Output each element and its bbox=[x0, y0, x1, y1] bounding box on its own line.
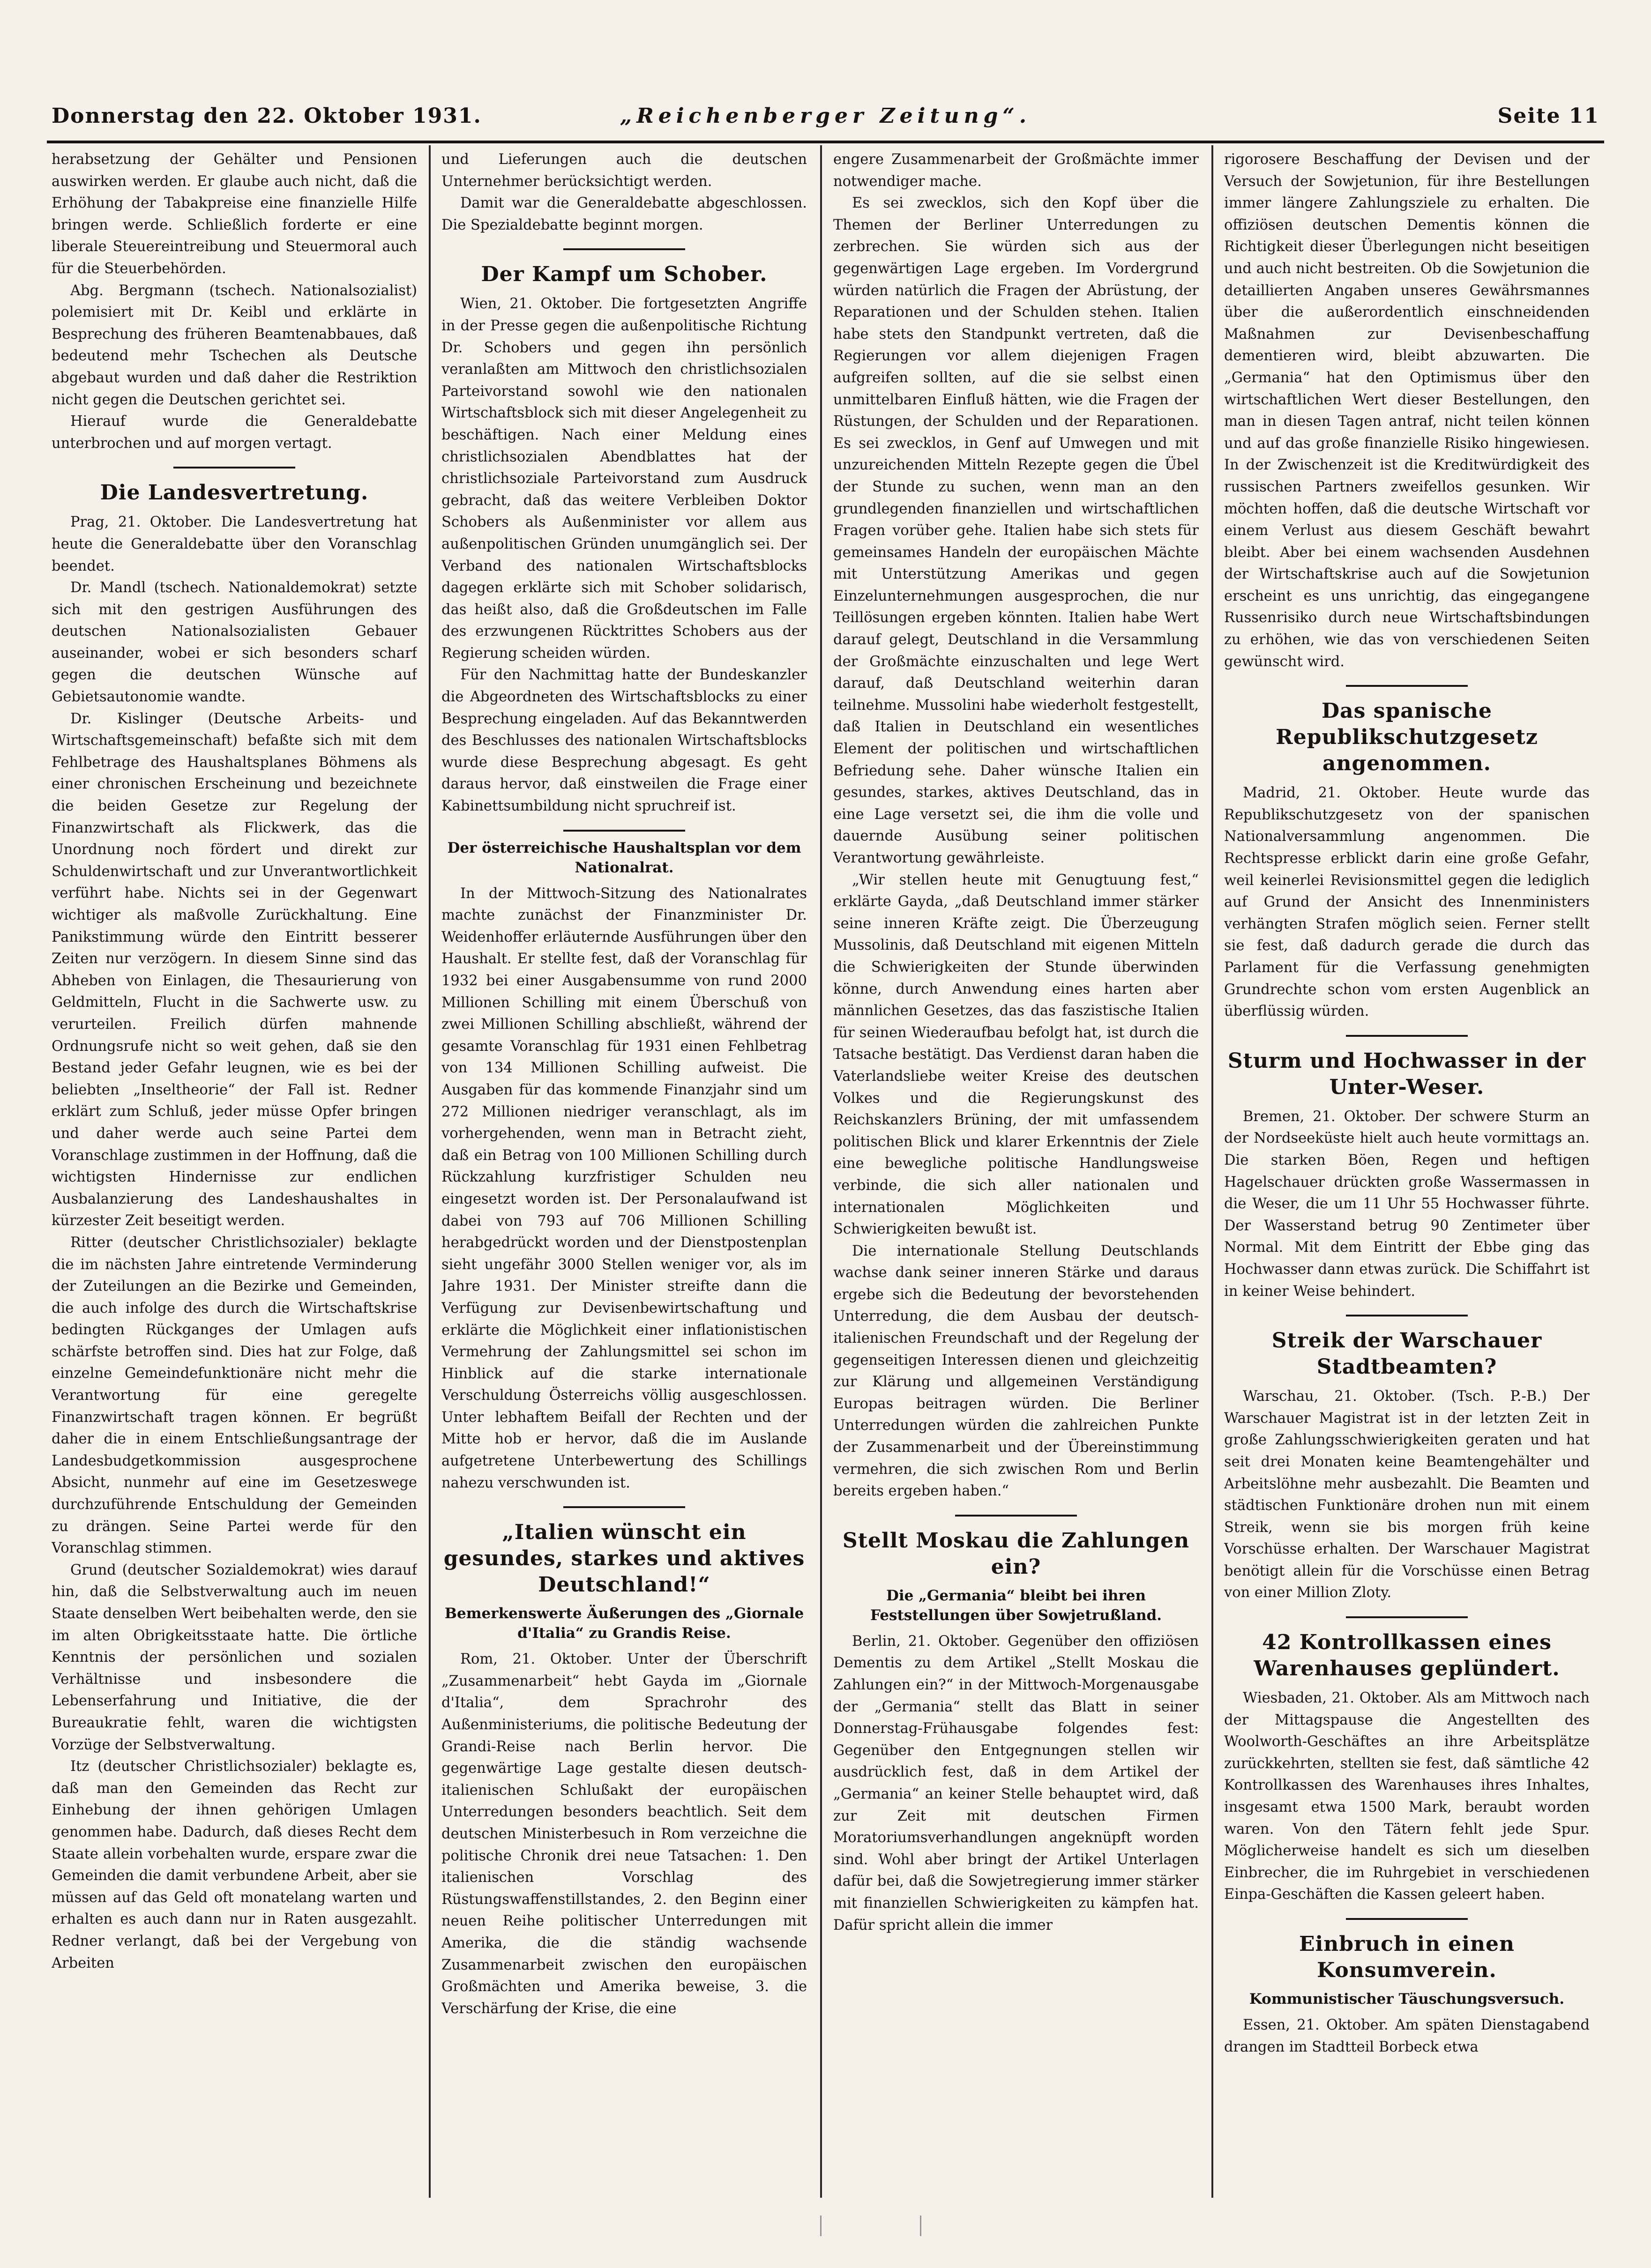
paragraph: Wiesbaden, 21. Oktober. Als am Mittwoch nach der Mittagspause die Angestellten des Woolworth-Geschäftes an ihre Arbeitsplätze zurückkehrten, stellten sie fest, daß sämtliche 42 Kontrollkassen des Warenhauses ihres Inhaltes, insgesamt etwa 1500 Mark, beraubt worden waren. Von den Tätern fehlt jede Spur. Möglicherweise handelt es sich um dieselben Einbrecher, die im Ruhrgebiet in verschiedenen Einpa-Geschäften die Kassen geleert haben. bbox=[1224, 1690, 1590, 1903]
article-divider bbox=[563, 830, 685, 832]
paragraph: Itz (deutscher Christlichsozialer) beklagte es, daß man den Gemeinden das Recht zur Einhebung der ihnen gehörigen Umlagen genommen habe. Dadurch, daß dieses Recht dem Staate allein vorbehalten wurde, erspare zwar die Gemeinden die damit verbundene Arbeit, aber sie müssen auf das Geld oft monatelang warten und erhalten es auch dann nur in Raten ausgezahlt. Redner verlangt, daß bei der Vergebung von Arbeiten bbox=[52, 1758, 417, 1971]
paragraph: Für den Nachmittag hatte der Bundeskanzler die Abgeordneten des Wirtschaftsblocks zu einer Besprechung eingeladen. Auf das Bekanntwerden des Beschlusses des nationalen Wirtschaftsblocks wurde diese Besprechung abgesagt. Es geht daraus hervor, daß einstweilen die Frage einer Kabinettsumbildung nicht spruchreif ist. bbox=[441, 667, 807, 815]
running-head bbox=[52, 104, 1599, 137]
paragraph: Berlin, 21. Oktober. Gegenüber den offiziösen Dementis zu dem Artikel „Stellt Moskau die Zahlungen ein?“ in der Mittwoch-Morgenausgabe der „Germania“ stellt das Blatt in seiner Donnerstag-Frühausgabe folgendes fest: Gegenüber den Entgegnungen stellen wir ausdrücklich fest, daß in dem Artikel der „Germania“ an keiner Stelle behauptet wird, daß zur Zeit mit deutschen Firmen Moratoriumsverhandlungen angeknüpft worden sind. Wohl aber bringt der Artikel Unterlagen dafür bei, daß die Sowjetregierung immer stärker mit finanziellen Schwierigkeiten zu kämpfen hat. Dafür spricht allein die immer bbox=[833, 1633, 1199, 1933]
headline-sturm-hochwasser: Sturm und Hochwasser in der Unter-Weser. bbox=[1227, 1048, 1586, 1099]
headline-landesvertretung: Die Landesvertretung. bbox=[100, 481, 369, 505]
column-rule bbox=[820, 145, 822, 2198]
paragraph: Hierauf wurde die Generaldebatte unterbrochen und auf morgen vertagt. bbox=[52, 413, 417, 452]
subheadline-germania: Die „Germania“ bleibt bei ihren Feststellungen über Sowjetrußland. bbox=[870, 1587, 1162, 1624]
paragraph: Damit war die Generaldebatte abgeschlossen. Die Spezialdebatte beginnt morgen. bbox=[441, 195, 807, 233]
headline-republikschutzgesetz: Das spanische Republikschutzgesetz angenommen. bbox=[1276, 699, 1538, 776]
subheadline-giornale: Bemerkenswerte Äußerungen des „Giornale d'Italia“ zu Grandis Reise. bbox=[444, 1605, 804, 1642]
page-bottom-margin bbox=[47, 2212, 1604, 2240]
paragraph: Dr. Kislinger (Deutsche Arbeits- und Wirtschaftsgemeinschaft) befaßte sich mit dem Fehlbetrage des Haushaltsplanes Böhmens als einer chronischen Erscheinung und bezeichnete die beiden Gesetze zur Regelung der Finanzwirtschaft als Flickwerk, das die Unordnung noch fördert und direkt zur Schuldenwirtschaft und zur Unverantwortlichkeit verführt habe. Nichts sei in der Gegenwart wichtiger als maßvolle Zurückhaltung. Eine Panikstimmung würde den Eintritt besserer Zeiten nur verzögern. In diesem Sinne sind das Abheben von Einlagen, die Thesaurierung von Geldmitteln, Flucht in die Sachwerte usw. zu verurteilen. Freilich dürfen mahnende Ordnungsrufe nicht so weit gehen, daß sie den Bestand jeder Gefahr leugnen, wie es bei der beliebten „Inseltheorie“ der Fall ist. Redner erklärt zum Schluß, jeder müsse Opfer bringen und daher werde auch seine Partei dem Voranschlage zustimmen in der Hoffnung, daß die wichtigsten Hindernisse zur endlichen Ausbalanzierung des Landeshaushaltes in kürzester Zeit beseitigt werden. bbox=[52, 710, 417, 1229]
paragraph: rigorosere Beschaffung der Devisen und der Versuch der Sowjetunion, für ihre Bestellungen immer längere Zahlungsziele zu erhalten. Die offiziösen deutschen Dementis können die Richtigkeit dieser Überlegungen nicht beseitigen und auch nicht bestreiten. Ob die Sowjetunion die detaillierten Angaben unseres Gewährsmannes über die außerordentlich einschneidenden Maßnahmen zur Devisenbeschaffung dementieren wird, bleibt abzuwarten. Die „Germania“ hat den Optimismus über den wirtschaftlichen Wert dieser Bestellungen, den man in diesen Tagen antraf, nicht teilen können und auf das große finanzielle Risiko hingewiesen. In der Zwischenzeit ist die Kreditwürdigkeit des russischen Partners zweifellos gesunken. Wir möchten hoffen, daß die deutsche Wirtschaft vor einem Verlust aus diesem Geschäft bewahrt bleibt. Aber bei einem wachsenden Ausdehnen der Wirtschaftskrise auch auf die Sowjetunion erscheint es uns unrichtig, das eingegangene Russenrisiko durch neue Wirtschaftsbindungen zu erhöhen, wie das von verschiedenen Seiten gewünscht wird. bbox=[1224, 151, 1590, 670]
article-divider bbox=[173, 467, 295, 468]
issue-date: Donnerstag den 22. Oktober 1931. bbox=[52, 104, 482, 128]
paragraph: und Lieferungen auch die deutschen Unternehmer berücksichtigt werden. bbox=[441, 151, 807, 190]
paragraph: „Wir stellen heute mit Genugtuung fest,“ erklärte Gayda, „daß Deutschland immer stärker seine inneren Kräfte zeigt. Die Überzeugung Mussolinis, daß Deutschland mit eigenen Mitteln die Schwierigkeiten der Stunde überwinden könne, durch Anwendung eines harten aber männlichen Gesetzes, das das faszistische Italien für seinen Wiederaufbau befolgt hat, ist durch die Tatsache bestätigt. Das Verdienst daran haben die Vaterlandsliebe weiter Kreise des deutschen Volkes und die Regierungskunst des Reichskanzlers Brüning, der mit umfassendem politischen Blick und klarer Erkenntnis der Ziele eine bewegliche politische Handlungsweise verbinde, die sich aller nationalen und internationalen Möglichkeiten und Schwierigkeiten bewußt ist. bbox=[833, 871, 1199, 1238]
page-number: Seite 11 bbox=[1497, 104, 1599, 128]
headline-kontrollkassen: 42 Kontrollkassen eines Warenhauses geplündert. bbox=[1254, 1630, 1560, 1681]
headline-italien: „Italien wünscht ein gesundes, starkes und aktives Deutschland!“ bbox=[443, 1520, 805, 1597]
subheadline-taeuschungsversuch: Kommunistischer Täuschungsversuch. bbox=[1249, 1991, 1565, 2008]
paragraph: Wien, 21. Oktober. Die fortgesetzten Angriffe in der Presse gegen die außenpolitische Richtung Dr. Schobers und gegen ihn persönlich veranlaßten am Mittwoch den christlichsozialen Parteivorstand sowohl wie den nationalen Wirtschaftsblock sich mit dieser Angelegenheit zu beschäftigen. Nach einer Meldung eines christlichsozialen Abendblattes hat der christlichsoziale Parteivorstand zum Ausdruck gebracht, daß das weitere Verbleiben Doktor Schobers als Außenminister vor allem aus außenpolitischen Gründen unumgänglich sei. Der Verband des nationalen Wirtschaftsblocks dagegen erklärte sich mit Schober solidarisch, das heißt also, daß die Großdeutschen im Falle des erzwungenen Rücktrittes Schobers aus der Regierung scheiden würden. bbox=[441, 296, 807, 662]
paragraph: In der Mittwoch-Sitzung des Nationalrates machte zunächst der Finanzminister Dr. Weidenhoffer erläuternde Ausführungen über den Haushalt. Er stellte fest, daß der Voranschlag für 1932 bei einer Ausgabensumme von rund 2000 Millionen Schilling mit einem Überschuß von zwei Millionen Schilling abschließt, während der gesamte Voranschlag für 1931 einen Fehlbetrag von 134 Millionen Schilling aufweist. Die Ausgaben für das kommende Finanzjahr sind um 272 Millionen niedriger veranschlagt, als im vorhergehenden, wenn man in Betracht zieht, daß ein Betrag von 100 Millionen Schilling durch Rückzahlung kurzfristiger Schulden neu eingesetzt worden ist. Der Personalaufwand ist dabei von 793 auf 706 Millionen Schilling herabgedrückt worden und der Dienstpostenplan sieht ungefähr 3000 Stellen weniger vor, als im Jahre 1931. Der Minister streifte dann die Verfügung zur Devisenbewirtschaftung und erklärte die Möglichkeit einer inflationistischen Vermehrung der Zahlungsmittel sei schon im Hinblick auf die starke internationale Verschuldung Österreichs völlig ausgeschlossen. Unter lebhaftem Beifall der Rechten und der Mitte hob er hervor, daß die im Auslande aufgetretene Unterbewertung des Schillings nahezu verschwunden ist. bbox=[441, 885, 807, 1491]
paragraph: Rom, 21. Oktober. Unter der Überschrift „Zusammenarbeit“ hebt Gayda im „Giornale d'Italia“, dem Sprachrohr des Außenministeriums, die politische Bedeutung der Grandi-Reise nach Berlin hervor. Die gegenwärtige Lage gestalte diesen deutsch-italienischen Schlußakt der europäischen Unterredungen besonders beachtlich. Seit dem deutschen Ministerbesuch in Rom verzeichne die politische Chronik drei neue Tatsachen: 1. Den italienischen Vorschlag des Rüstungswaffenstillstandes, 2. den Beginn einer neuen Reihe politischer Unterredungen mit Amerika, die die ständig wachsende Zusammenarbeit zwischen den europäischen Großmächten und Amerika beweise, 3. die Verschärfung der Krise, die eine bbox=[441, 1651, 807, 2017]
paragraph: Die internationale Stellung Deutschlands wachse dank seiner inneren Stärke und daraus ergebe sich die Bedeutung der bevorstehenden Unterredung, die dem Ausbau der deutsch-italienischen Freundschaft und der Regelung der gegenseitigen Interessen dienen und gleichzeitig zur Klärung und allgemeinen Verständigung Europas beitragen würden. Die Berliner Unterredungen würden die zahlreichen Punkte der Zusammenarbeit und der Übereinstimmung vermehren, die sich zwischen Rom und Berlin bereits ergeben haben.“ bbox=[833, 1242, 1199, 1500]
headline-moskau: Stellt Moskau die Zahlungen ein? bbox=[842, 1528, 1190, 1579]
article-divider bbox=[563, 1506, 685, 1508]
paragraph: engere Zusammenarbeit der Großmächte immer notwendiger mache. bbox=[833, 151, 1199, 190]
article-divider bbox=[1346, 685, 1468, 687]
headline-streik-warschau: Streik der Warschauer Stadtbeamten? bbox=[1271, 1329, 1542, 1379]
column-2 bbox=[441, 149, 807, 2193]
column-4 bbox=[1224, 149, 1590, 2193]
article-divider bbox=[563, 248, 685, 250]
paragraph: Madrid, 21. Oktober. Heute wurde das Republikschutzgesetz von der spanischen Nationalversammlung angenommen. Die Rechtspresse erblickt darin eine große Gefahr, weil keinerlei Revisionsmittel gegen die lediglich auf Grund der Ansicht des Innenministers verhängten Strafen möglich seien. Ferner stellt sie fest, daß dadurch gerade die durch das Parlament für die Verfassung genehmigten Grundrechte schon vom ersten Augenblick an überflüssig würden. bbox=[1224, 785, 1590, 1020]
fold-mark bbox=[820, 2216, 921, 2236]
article-divider bbox=[1346, 1315, 1468, 1316]
article-divider bbox=[1346, 1616, 1468, 1618]
headline-konsumverein: Einbruch in einen Konsumverein. bbox=[1299, 1932, 1515, 1982]
column-3 bbox=[833, 149, 1199, 2193]
article-divider bbox=[955, 1515, 1077, 1517]
paragraph: Grund (deutscher Sozialdemokrat) wies darauf hin, daß die Selbstverwaltung auch im neuen Staate denselben Wert beibehalten werde, den sie im alten Obrigkeitsstaate hatte. Die örtliche Kenntnis der persönlichen und sozialen Verhältnisse und insbesondere die Lebenserfahrung und Initiative, die der Bureaukratie fehlt, waren die wichtigsten Vorzüge der Selbstverwaltung. bbox=[52, 1562, 417, 1753]
paragraph: Warschau, 21. Oktober. (Tsch. P.-B.) Der Warschauer Magistrat ist in der letzten Zeit in große Zahlungsschwierigkeiten geraten und hat seit drei Monaten keine Beamtengehälter und Arbeitslöhne mehr ausbezahlt. Die Beamten und städtischen Funktionäre drohen nun mit einem Streik, wenn sie bis morgen früh keine Vorschüsse erhalten. Der Warschauer Magistrat benötigt allein für die Vorschüsse einen Betrag von einer Million Zloty. bbox=[1224, 1388, 1590, 1601]
paragraph: Es sei zwecklos, sich den Kopf über die Themen der Berliner Unterredungen zu zerbrechen. Sie würden sich aus der gegenwärtigen Lage ergeben. Im Vordergrund würden natürlich die Fragen der Abrüstung, der Reparationen und der Schulden stehen. Italien habe stets den Standpunkt vertreten, daß die Regierungen vor allem diejenigen Fragen aufgreifen sollten, auf die sie selbst einen unmittelbaren Einfluß hätten, wie die Fragen der Rüstungen, der Schulden und der Reparationen. Es sei zwecklos, in Genf auf Umwegen und mit unzureichenden Mitteln Rezepte gegen die Übel der Stunde zu suchen, wenn man an den grundlegenden finanziellen und wirtschaftlichen Fragen vorüber gehe. Italien habe sich stets für gemeinsames Handeln der europäischen Mächte mit Unterstützung Amerikas und gegen Einzelunternehmungen ausgesprochen, die nur Teillösungen ergeben könnten. Italien habe Wert darauf gelegt, Deutschland in die Versammlung der Großmächte einzuschalten und lege Wert darauf, daß Deutschland weiterhin daran teilnehme. Mussolini habe wiederholt festgestellt, daß Italien in Deutschland ein wesentliches Element der politischen und wirtschaftlichen Befriedung sehe. Daher wünsche Italien ein gesundes, starkes, aktives Deutschland, das in eine Lage versetzt sei, die ihm die volle und dauernde Ausübung seiner politischen Verantwortung gewährleiste. bbox=[833, 195, 1199, 866]
newspaper-title: „Reichenberger Zeitung“. bbox=[620, 104, 1031, 128]
column-rule bbox=[1211, 145, 1213, 2198]
article-divider bbox=[1346, 1918, 1468, 1920]
paragraph: Bremen, 21. Oktober. Der schwere Sturm an der Nordseeküste hielt auch heute vormittags an. Die starken Böen, Regen und heftigen Hagelschauer drückten große Wassermassen in die Weser, die um 11 Uhr 55 Hochwasser führte. Der Wasserstand betrug 90 Zentimeter über Normal. Mit dem Eintritt der Ebbe ging das Hochwasser dann etwas zurück. Die Schiffahrt ist in keiner Weise behindert. bbox=[1224, 1108, 1590, 1300]
paragraph: Ritter (deutscher Christlichsozialer) beklagte die im nächsten Jahre eintretende Verminderung der Zuteilungen an die Bezirke und Gemeinden, die auch infolge des durch die Wirtschaftskrise bedingten Rückganges der Umlagen aufs schärfste betroffen sind. Dies hat zur Folge, daß einzelne Gemeindefunktionäre nicht mehr die Verantwortung für eine geregelte Finanzwirtschaft tragen können. Er begrüßt daher die in einem Entschließungsantrage der Landesbudgetkommission ausgesprochene Absicht, nunmehr auf eine im Gesetzeswege durchzuführende Entschuldung der Gemeinden zu drängen. Seine Partei werde für den Voranschlag stimmen. bbox=[52, 1234, 417, 1557]
column-rule bbox=[429, 145, 431, 2198]
paragraph: herabsetzung der Gehälter und Pensionen auswirken werden. Er glaube auch nicht, daß die Erhöhung der Tabakpreise eine finanzielle Hilfe bringen werde. Schließlich forderte er eine liberale Steuereintreibung und Steuermoral auch für die Steuerbehörden. bbox=[52, 151, 417, 277]
column-1 bbox=[52, 149, 417, 2193]
paragraph: Abg. Bergmann (tschech. Nationalsozialist) polemisiert mit Dr. Keibl und erklärte in Besprechung des früheren Beamtenabbaues, daß bedeutend mehr Tschechen als Deutsche abgebaut wurden und daß daher die Restriktion nicht gegen die Deutschen gerichtet sei. bbox=[52, 282, 417, 408]
paragraph: Essen, 21. Oktober. Am späten Dienstagabend drangen im Stadtteil Borbeck etwa bbox=[1224, 2017, 1590, 2055]
headline-haushaltsplan: Der österreichische Haushaltsplan vor dem Nationalrat. bbox=[447, 839, 801, 876]
headline-kampf-um-schober: Der Kampf um Schober. bbox=[481, 262, 768, 287]
header-rule bbox=[47, 141, 1604, 143]
paragraph: Dr. Mandl (tschech. Nationaldemokrat) setzte sich mit den gestrigen Ausführungen des deutschen Nationalsozialisten Gebauer auseinander, wobei er sich besonders scharf gegen die deutschen Wünsche auf Gebietsautonomie wandte. bbox=[52, 580, 417, 706]
paragraph: Prag, 21. Oktober. Die Landesvertretung hat heute die Generaldebatte über den Voranschlag beendet. bbox=[52, 514, 417, 574]
article-divider bbox=[1346, 1035, 1468, 1037]
